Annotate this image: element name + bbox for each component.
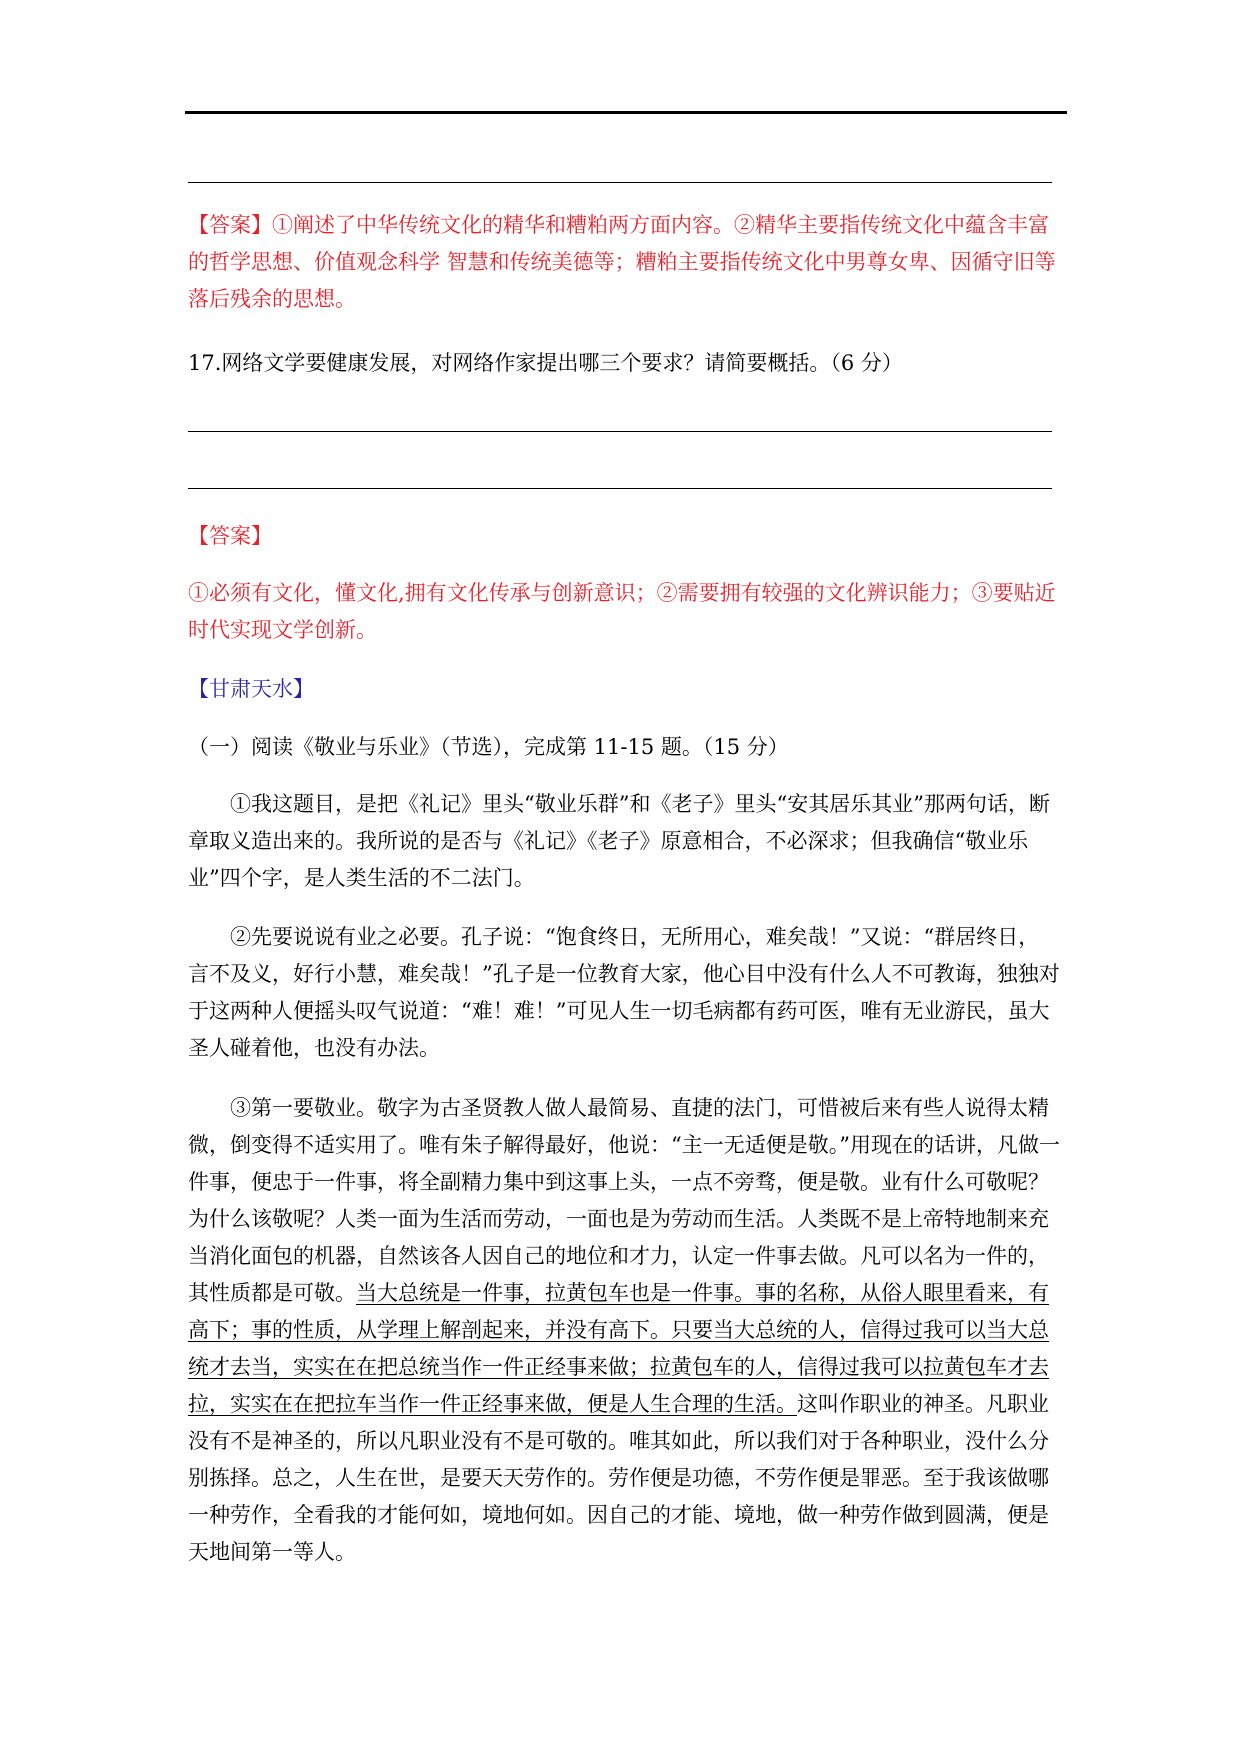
passage-paragraph-1: ①我这题目，是把《礼记》里头“敬业乐群”和《老子》里头“安其居乐其业”那两句话，断章取义造出来的。我所说的是否与《礼记》《老子》原意相合，不必深求；但我确信“敬业乐业”四个字，是人类生活的不二法门。 (188, 792, 1050, 890)
passage-paragraph-3-start: ③第一要敬业。敬字为古圣贤教人做人最简易、直捷的法门，可惜被后来有些人说得太精微，倒变得不适实用了。唯有朱子解得最好，他说：“主一无适便是敬。”用现在的话讲，凡做一件事，便忠于一件事，将全副精力集中到这事上头，一点不旁骛，便是敬。业有什么可敬呢？为什么该敬呢？人类一面为生活而劳动，一面也是为劳动而生活。人类既不是上帝特地制来充当消化面包的机器，自然该各人因自己的地位和才力，认定一件事去做。凡可以名为一件的，其性质都是可敬。 (188, 1096, 1060, 1305)
underlined-sentence: 当大总统是一件事，拉黄包车也是一件事。事的名称，从俗人眼里看来，有高下；事的性质，从学理上解剖起来，并没有高下。只要当大总统的人，信得过我可以当大总统才去当，实实在在把总统当作一件正经事来做；拉黄包车的人，信得过我可以拉黄包车才去拉，实实在在把拉车当作一件正经事来做，便是人生合理的生活。 (188, 1281, 1049, 1416)
q17-question: 17.网络文学要健康发展，对网络作家提出哪三个要求？请简要概括。（6 分） (188, 351, 903, 375)
passage-paragraph-3 (188, 1090, 1060, 1571)
answer-line (188, 431, 1052, 432)
region-label: 【甘肃天水】 (188, 677, 314, 701)
passage-paragraph-3-end: 这叫作职业的神圣。凡职业没有不是神圣的，所以凡职业没有不是可敬的。唯其如此，所以我们对于各种职业，没什么分别拣择。总之，人生在世，是要天天劳作的。劳作便是功德，不劳作便是罪恶。至于我该做哪一种劳作，全看我的才能何如，境地何如。因自己的才能、境地，做一种劳作做到圆满，便是天地间第一等人。 (188, 1392, 1049, 1564)
header-rule (185, 111, 1067, 114)
q17-answer-label: 【答案】 (188, 524, 272, 548)
q16-answer: 【答案】①阐述了中华传统文化的精华和糟粕两方面内容。②精华主要指传统文化中蕴含丰富的哲学思想、价值观念科学 智慧和传统美德等；糟粕主要指传统文化中男尊女卑、因循守旧等落后残余的思想。 (188, 213, 1056, 311)
passage-paragraph-2: ②先要说说有业之必要。孔子说：“饱食终日，无所用心，难矣哉！”又说：“群居终日，言不及义，好行小慧，难矣哉！”孔子是一位教育大家，他心目中没有什么人不可教诲，独独对于这两种人便摇头叹气说道：“难！难！”可见人生一切毛病都有药可医，唯有无业游民，虽大圣人碰着他，也没有办法。 (188, 925, 1060, 1060)
answer-line (188, 182, 1052, 183)
section-instruction: （一）阅读《敬业与乐业》（节选），完成第 11-15 题。（15 分） (188, 735, 789, 759)
q17-answer-text: ①必须有文化，懂文化,拥有文化传承与创新意识；②需要拥有较强的文化辨识能力；③要贴近时代实现文学创新。 (188, 581, 1056, 642)
answer-line (188, 488, 1052, 489)
